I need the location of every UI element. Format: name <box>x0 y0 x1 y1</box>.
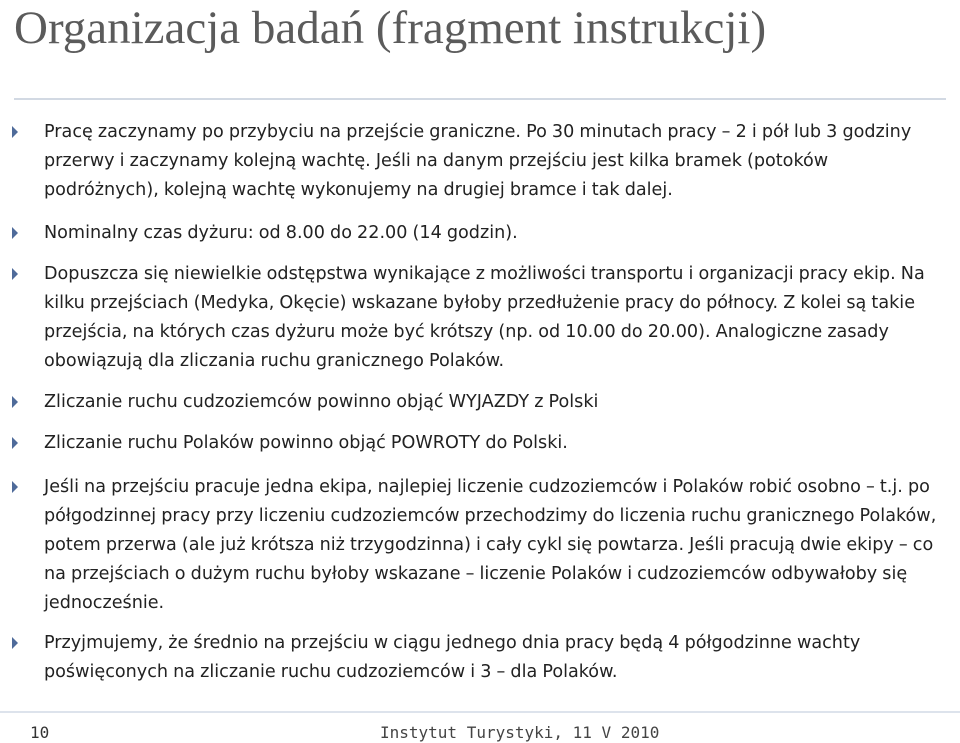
bullet-text: Dopuszcza się niewielkie odstępstwa wynikające z możliwości transportu i organizacji pracy ekip. Na kilku przejściach (Medyka, Okęcie) wskazane byłoby przedłużenie pracy do północy. Z kolei są takie przejścia, na których czas dyżuru może być krótszy (np. od 10.00 do 20.00). Analogiczne zasady obowiązują dla zliczania ruchu granicznego Polaków. <box>44 264 925 371</box>
triangle-right-icon <box>12 227 18 239</box>
triangle-right-icon <box>12 637 18 649</box>
bullet-text: Nominalny czas dyżuru: od 8.00 do 22.00 (14 godzin). <box>44 223 518 243</box>
slide-title: Organizacja badań (fragment instrukcji) <box>14 2 767 54</box>
footer-text: Instytut Turystyki, 11 V 2010 <box>380 723 660 742</box>
page-number: 10 <box>30 723 50 742</box>
bullet-text: Pracę zaczynamy po przybyciu na przejście graniczne. Po 30 minutach pracy – 2 i pół lub 3 godziny przerwy i zaczynamy kolejną wachtę. Jeśli na danym przejściu jest kilka bramek (potoków podróżnych), kolejną wachtę wykonujemy na drugiej bramce i tak dalej. <box>44 122 912 200</box>
triangle-right-icon <box>12 126 18 138</box>
bullet-text: Zliczanie ruchu cudzoziemców powinno objąć WYJAZDY z Polski <box>44 392 599 412</box>
bullet-text: Jeśli na przejściu pracuje jedna ekipa, najlepiej liczenie cudzoziemców i Polaków robić osobno – t.j. po półgodzinnej pracy przy liczeniu cudzoziemców przechodzimy do liczenia ruchu granicznego Polaków, potem przerwa (ale już krótsza niż trzygodzinna) i cały cykl się powtarza. Jeśli pracują dwie ekipy – co na przejściach o dużym ruchu byłoby wskazane – liczenie Polaków i cudzoziemców odbywałoby się jednocześnie. <box>44 477 937 613</box>
bullet-text: Zliczanie ruchu Polaków powinno objąć POWROTY do Polski. <box>44 433 568 453</box>
triangle-right-icon <box>12 396 18 408</box>
triangle-right-icon <box>12 268 18 280</box>
slide-footer <box>0 711 960 743</box>
triangle-right-icon <box>12 437 18 449</box>
triangle-right-icon <box>12 481 18 493</box>
bullet-text: Przyjmujemy, że średnio na przejściu w ciągu jednego dnia pracy będą 4 półgodzinne wachty poświęconych na zliczanie ruchu cudzoziemców i 3 – dla Polaków. <box>44 633 861 682</box>
